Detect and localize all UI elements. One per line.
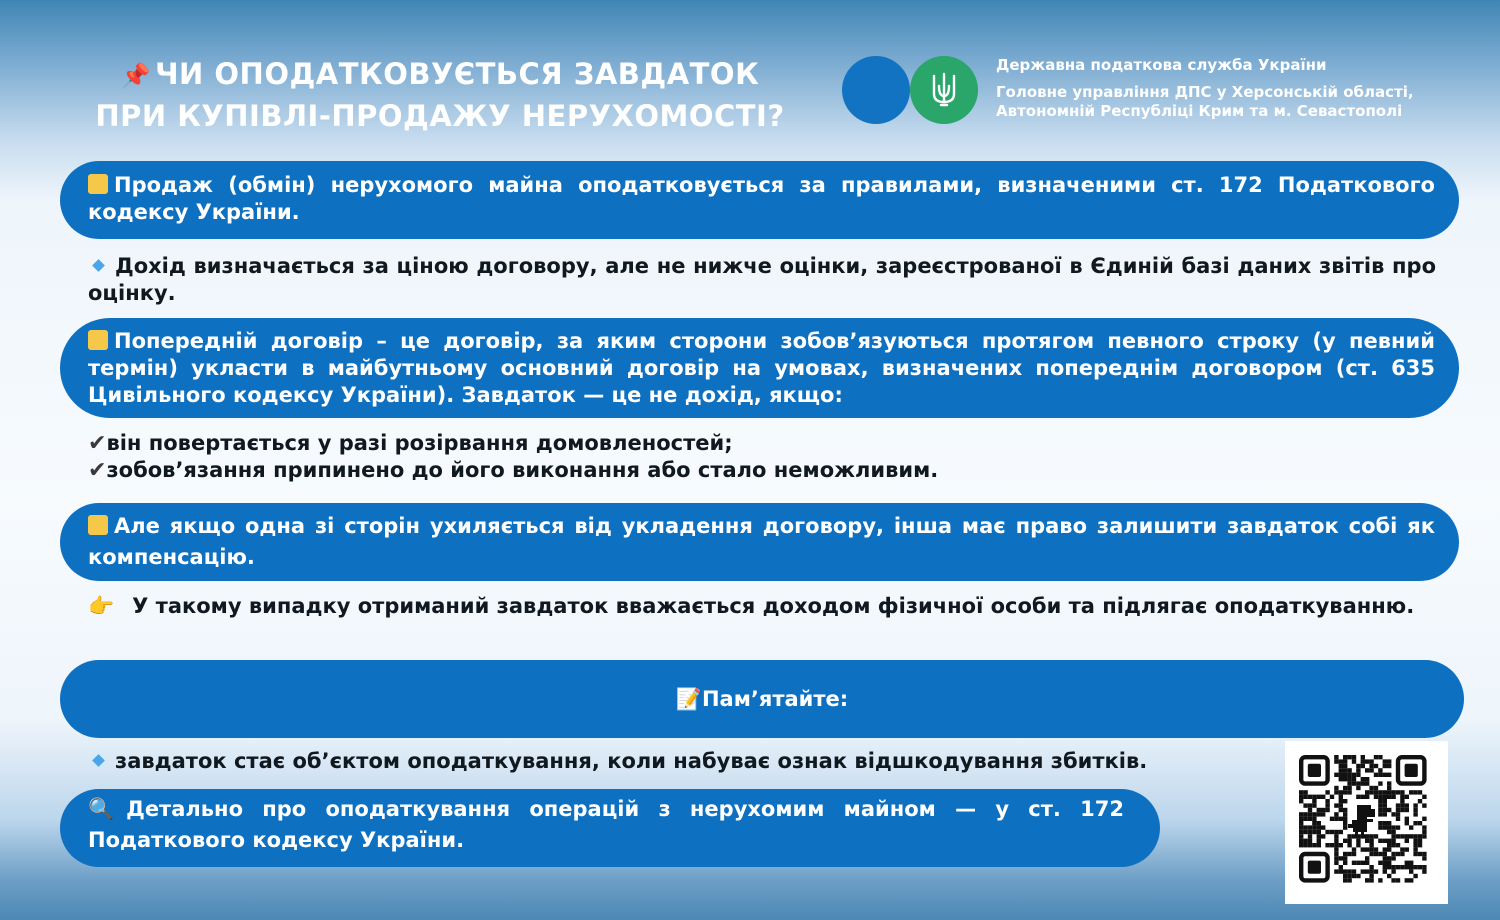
trident-icon (931, 72, 957, 108)
info-pill-sales-tax (60, 161, 1459, 239)
org-department-line1: Головне управління ДПС у Херсонській області, (996, 83, 1414, 101)
magnifier-icon: 🔍 (88, 797, 127, 821)
page-title (80, 54, 800, 136)
checkmark-icon: ✔ (88, 458, 107, 483)
blue-diamond-icon (92, 754, 105, 767)
pill-text: Але якщо одна зі сторін ухиляється від укладення договору, інша має право залишити завдаток собі як компенсацію. (88, 514, 1435, 569)
blue-diamond-icon (92, 259, 105, 272)
pointing-hand-icon: 👉 (88, 594, 115, 618)
deposit-conditions-list (88, 430, 1436, 484)
list-item: ✔він повертається у разі розірвання домовленостей; (88, 431, 733, 456)
memo-icon: 📝 (675, 687, 702, 711)
yellow-square-icon (88, 515, 108, 535)
pushpin-icon: 📌 (120, 62, 152, 90)
yellow-square-icon (88, 330, 108, 350)
income-rule-text: Дохід визначається за ціною договору, але не нижче оцінки, зареєстрованої в Єдиній базі даних звітів про оцінку. (88, 254, 1436, 305)
org-department-line2: Автономній Республіці Крим та м. Севастополі (996, 102, 1403, 120)
pill-text: Детально про оподаткування операцій з нерухомим майном — у ст. 172 Податкового кодексу України. (88, 797, 1124, 852)
yellow-square-icon (88, 174, 108, 194)
list-item: ✔зобов’язання припинено до його виконання або стало неможливим. (88, 458, 939, 483)
pill-text: Продаж (обмін) нерухомого майна оподатковується за правилами, визначеними ст. 172 Податкового кодексу України. (88, 173, 1435, 224)
info-pill-details (60, 789, 1160, 867)
checkmark-icon: ✔ (88, 431, 107, 456)
qr-code[interactable] (1285, 741, 1448, 904)
organization-info (996, 56, 1466, 121)
remember-banner: 📝Пам’ятайте: (60, 660, 1464, 738)
title-line-2: ПРИ КУПІВЛІ-ПРОДАЖУ НЕРУХОМОСТІ? (95, 99, 785, 133)
info-pill-compensation (60, 503, 1459, 581)
title-line-1: 📌 ЧИ ОПОДАТКОВУЄТЬСЯ ЗАВДАТОК (120, 57, 760, 91)
qr-code-icon (1285, 741, 1448, 904)
taxable-case-text: 👉 У такому випадку отриманий завдаток вважається доходом фізичної особи та підлягає оподаткуванню. (88, 594, 1415, 618)
pill-text: Попередній договір – це договір, за яким сторони зобов’язуються протягом певного строку (у певний термін) укласти в майбутньому основний договір на умовах, визначених попереднім договором (ст. 635 Цивільного кодексу України). Завдаток — це не дохід, якщо: (88, 329, 1435, 407)
deposit-taxable-note: завдаток стає об’єктом оподаткування, коли набуває ознак відшкодування збитків. (88, 748, 1278, 775)
org-name: Державна податкова служба України (996, 56, 1327, 74)
logo-blue-circle (842, 56, 910, 124)
logo-green-circle (910, 56, 978, 124)
info-pill-preliminary-contract (60, 318, 1459, 418)
